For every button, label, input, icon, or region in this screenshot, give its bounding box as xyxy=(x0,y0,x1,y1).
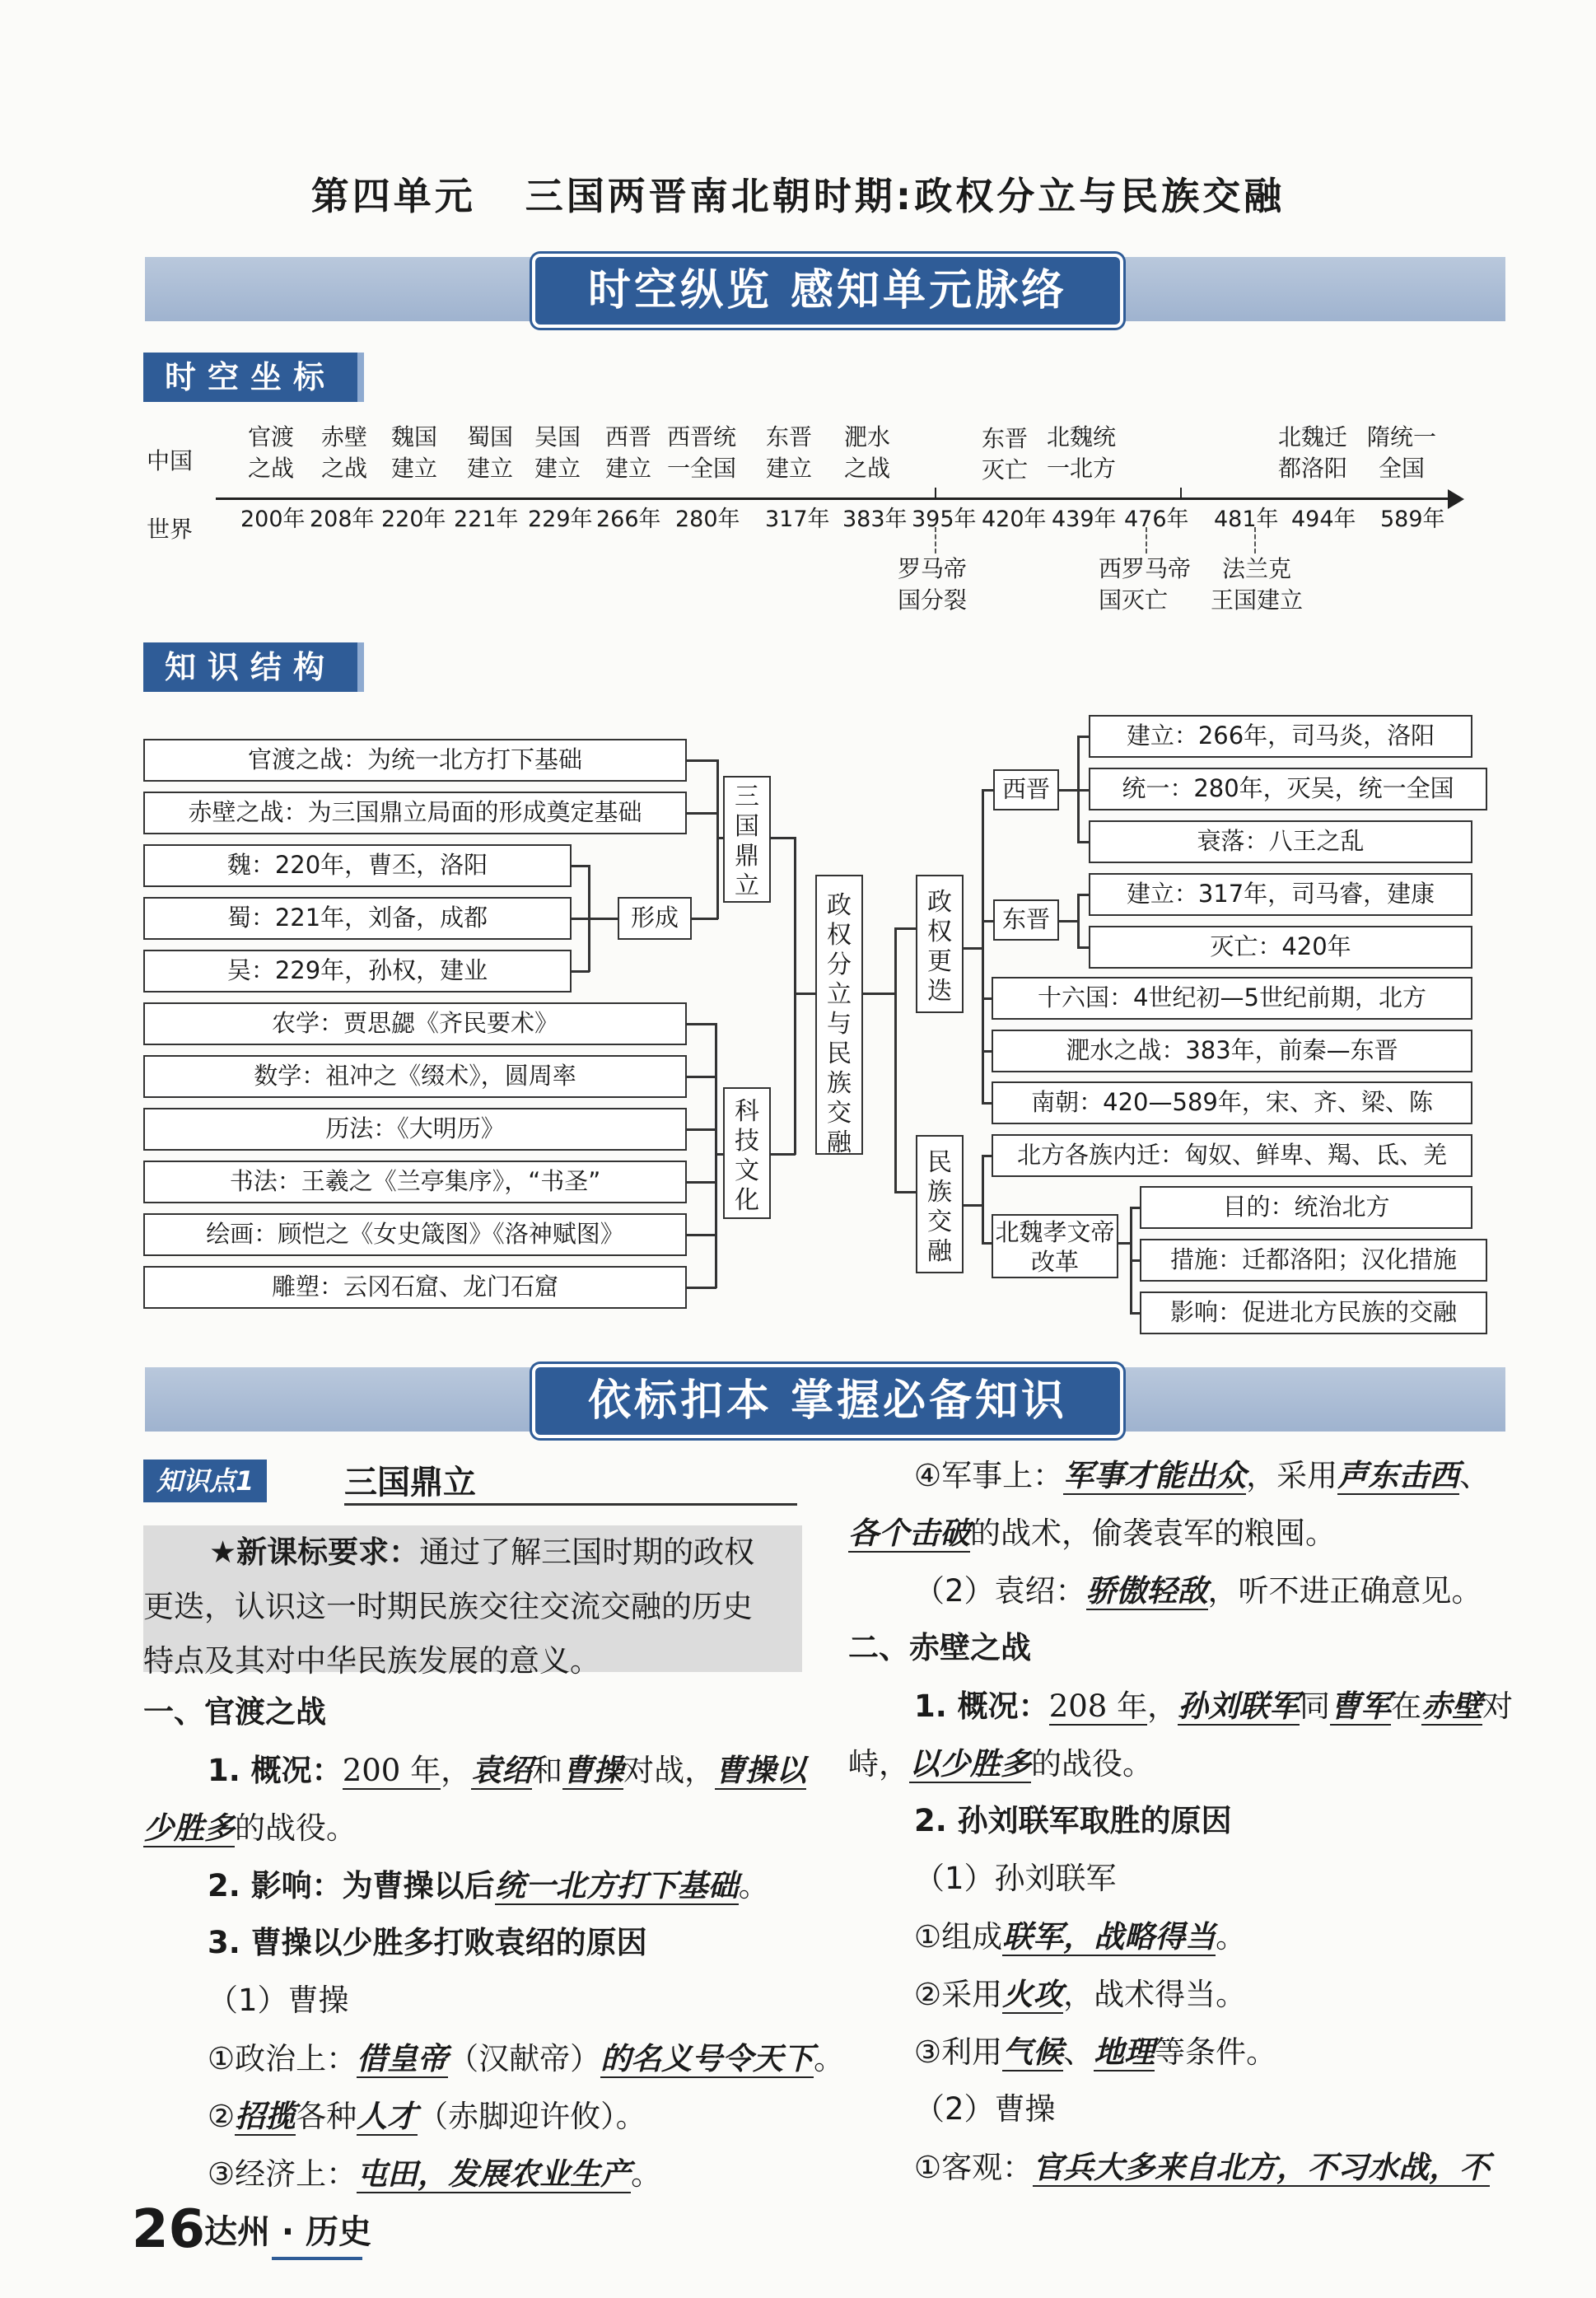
timeline-event: 西晋统 一全国 xyxy=(666,423,736,482)
page-number: 26 xyxy=(132,2199,206,2260)
node-calendar: 历法：《大明历》 xyxy=(143,1108,687,1151)
node-wj-decline: 衰落：八王之乱 xyxy=(1089,820,1472,863)
node-calligraphy: 书法：王羲之《兰亭集序》，“书圣” xyxy=(143,1161,687,1203)
timeline-event: 官渡 之战 xyxy=(247,423,294,482)
timeline-event: 北魏迁 都洛阳 xyxy=(1277,423,1347,482)
tag-structure: 知识结构 xyxy=(143,642,364,692)
world-event: 西罗马帝 国灭亡 xyxy=(1099,555,1192,614)
node-three-kingdoms: 三国鼎立 xyxy=(723,776,771,903)
curriculum-requirement xyxy=(143,1525,802,1679)
timeline-year: 317年 xyxy=(765,507,830,532)
node-feishui: 淝水之战：383年，前秦—东晋 xyxy=(992,1030,1472,1072)
timeline-event: 西晋 建立 xyxy=(604,423,651,482)
node-agronomy: 农学：贾思勰《齐民要术》 xyxy=(143,1002,687,1045)
timeline-event: 北魏统 一北方 xyxy=(1046,423,1116,482)
timeline-event: 赤壁 之战 xyxy=(320,423,367,482)
guandu-reasons-heading: 3. 曹操以少胜多打败袁绍的原因 xyxy=(208,1925,647,1960)
requirement-line2: 更迭，认识这一时期民族交往交流交融的历史 xyxy=(143,1589,753,1624)
node-wei: 魏：220年，曹丕，洛阳 xyxy=(143,844,572,887)
node-sculpture: 雕塑：云冈石窟、龙门石窟 xyxy=(143,1266,687,1309)
section-banner-knowledge xyxy=(145,1367,1505,1432)
node-science: 科技文化 xyxy=(723,1087,771,1219)
heading-chibi: 二、赤壁之战 xyxy=(848,1630,1031,1665)
node-sixteen-kingdoms: 十六国：4世纪初—5世纪前期，北方 xyxy=(992,977,1472,1020)
timeline-year: 395年 xyxy=(912,507,977,532)
chibi-reasons-heading: 2. 孙刘联军取胜的原因 xyxy=(914,1803,1232,1838)
timeline-connector xyxy=(935,527,936,553)
timeline-axis xyxy=(216,497,1451,500)
chibi-overview: 1. 概况：208 年，孙刘联军同曹军在赤壁对 xyxy=(914,1688,1514,1724)
timeline-world-label: 世界 xyxy=(147,516,194,543)
timeline-event: 东晋 灭亡 xyxy=(981,425,1028,483)
timeline-year: 229年 xyxy=(528,507,593,532)
timeline-event: 吴国 建立 xyxy=(534,423,581,482)
node-shu: 蜀：221年，刘备，成都 xyxy=(143,897,572,940)
world-event: 罗马帝 国分裂 xyxy=(898,555,968,614)
timeline-event: 蜀国 建立 xyxy=(466,423,513,482)
allies-conditions: ③利用气候、地理等条件。 xyxy=(914,2034,1277,2070)
knowledge-point-title: 三国鼎立 xyxy=(344,1456,797,1506)
timeline-arrow xyxy=(1448,489,1464,509)
requirement-line1: 通过了解三国时期的政权 xyxy=(419,1534,755,1570)
banner-label: 依标扣本 掌握必备知识 xyxy=(532,1364,1123,1438)
node-painting: 绘画：顾恺之《女史箴图》《洛神赋图》 xyxy=(143,1213,687,1256)
node-wj-established: 建立：266年，司马炎，洛阳 xyxy=(1089,715,1472,758)
unit-title xyxy=(0,166,1596,221)
timeline-event: 东晋 建立 xyxy=(765,423,812,482)
tag-timeline: 时空坐标 xyxy=(143,353,364,402)
node-ethnic: 民族交融 xyxy=(916,1135,964,1273)
heading-guandu: 一、官渡之战 xyxy=(143,1694,326,1730)
node-western-jin: 西晋 xyxy=(993,769,1059,810)
node-math: 数学：祖冲之《缀术》，圆周率 xyxy=(143,1055,687,1098)
caocao-objective: ①客观：官兵大多来自北方，不习水战，不 xyxy=(914,2149,1491,2185)
guandu-overview: 1. 概况：200 年，袁绍和曹操对战，曹操以 xyxy=(208,1752,807,1788)
timeline-year: 494年 xyxy=(1291,507,1356,532)
footer-text: 达州 · 历史 xyxy=(204,2213,372,2251)
timeline-year: 589年 xyxy=(1380,507,1445,532)
timeline-china-label: 中国 xyxy=(147,447,194,474)
node-migration: 北方各族内迁：匈奴、鲜卑、羯、氐、羌 xyxy=(992,1134,1472,1177)
allies-strategy: ①组成联军，战略得当。 xyxy=(914,1918,1247,1955)
timeline-year: 383年 xyxy=(842,507,908,532)
unit-name: 三国两晋南北朝时期:政权分立与民族交融 xyxy=(525,174,1286,218)
allies-fire-attack: ②采用火攻，战术得当。 xyxy=(914,1976,1247,2012)
footer-underline xyxy=(272,2257,362,2260)
timeline-tick xyxy=(1180,488,1182,497)
allies-subheading: （1）孙刘联军 xyxy=(914,1861,1117,1896)
node-chibi: 赤壁之战：为三国鼎立局面的形成奠定基础 xyxy=(143,792,687,834)
timeline-year: 481年 xyxy=(1214,507,1279,532)
timeline-event: 魏国 建立 xyxy=(390,423,437,482)
caocao-military: ④军事上：军事才能出众，采用声东击西、 xyxy=(914,1457,1491,1493)
guandu-impact: 2. 影响：为曹操以后统一北方打下基础。 xyxy=(208,1867,769,1903)
caocao-chibi-subheading: （2）曹操 xyxy=(914,2091,1056,2127)
caocao-military-cont: 各个击破的战术，偷袭袁军的粮囤。 xyxy=(848,1515,1336,1551)
node-ej-fall: 灭亡：420年 xyxy=(1089,926,1472,969)
timeline-connector xyxy=(1146,527,1147,553)
node-measures: 措施：迁都洛阳；汉化措施 xyxy=(1140,1239,1487,1282)
timeline-event: 隋统一 全国 xyxy=(1366,423,1436,482)
requirement-label: ★新课标要求： xyxy=(209,1534,420,1570)
world-event: 法兰克 王国建立 xyxy=(1211,555,1304,614)
caocao-subheading: （1）曹操 xyxy=(208,1983,349,2018)
caocao-economy: ③经济上：屯田，发展农业生产。 xyxy=(208,2156,662,2192)
node-eastern-jin: 东晋 xyxy=(993,899,1059,941)
node-center: 政权分立与民族交融 xyxy=(815,875,863,1155)
node-wu: 吴：229年，孙权，建业 xyxy=(143,950,572,993)
timeline-event: 淝水 之战 xyxy=(843,423,890,482)
node-southern-dynasties: 南朝：420—589年，宋、齐、梁、陈 xyxy=(992,1081,1472,1124)
banner-label: 时空纵览 感知单元脉络 xyxy=(532,254,1123,328)
node-regime: 政权更迭 xyxy=(916,875,964,1013)
caocao-political: ①政治上：借皇帝（汉献帝）的名义号令天下。 xyxy=(208,2040,845,2076)
timeline-year: 221年 xyxy=(454,507,519,532)
timeline-year: 439年 xyxy=(1052,507,1117,532)
guandu-overview-cont: 少胜多的战役。 xyxy=(143,1810,357,1846)
timeline-year: 476年 xyxy=(1124,507,1189,532)
timeline-year: 280年 xyxy=(675,507,740,532)
timeline-year: 200年 xyxy=(240,507,306,532)
caocao-talent: ②招揽各种人才（赤脚迎许攸）。 xyxy=(208,2098,646,2134)
section-banner-overview xyxy=(145,257,1505,321)
timeline-year: 208年 xyxy=(310,507,375,532)
timeline-year: 220年 xyxy=(381,507,446,532)
unit-number: 第四单元 xyxy=(310,174,476,218)
timeline-year: 266年 xyxy=(596,507,661,532)
timeline-tick xyxy=(935,488,936,497)
knowledge-point-tag: 知识点1 xyxy=(143,1460,267,1502)
node-guandu: 官渡之战：为统一北方打下基础 xyxy=(143,739,687,782)
chibi-overview-cont: 峙，以少胜多的战役。 xyxy=(848,1745,1153,1782)
requirement-line3: 特点及其对中华民族发展的意义。 xyxy=(143,1643,600,1679)
timeline-connector xyxy=(1254,527,1256,553)
yuanshao: （2）袁绍：骄傲轻敌，听不进正确意见。 xyxy=(914,1572,1482,1609)
node-ej-established: 建立：317年，司马睿，建康 xyxy=(1089,873,1472,916)
node-beiwei-reform: 北魏孝文帝改革 xyxy=(992,1214,1118,1278)
timeline-year: 420年 xyxy=(982,507,1047,532)
node-purpose: 目的：统治北方 xyxy=(1140,1186,1472,1229)
node-wj-unify: 统一：280年，灭吴，统一全国 xyxy=(1089,768,1487,810)
node-formation: 形成 xyxy=(618,897,692,940)
node-impact: 影响：促进北方民族的交融 xyxy=(1140,1291,1487,1334)
